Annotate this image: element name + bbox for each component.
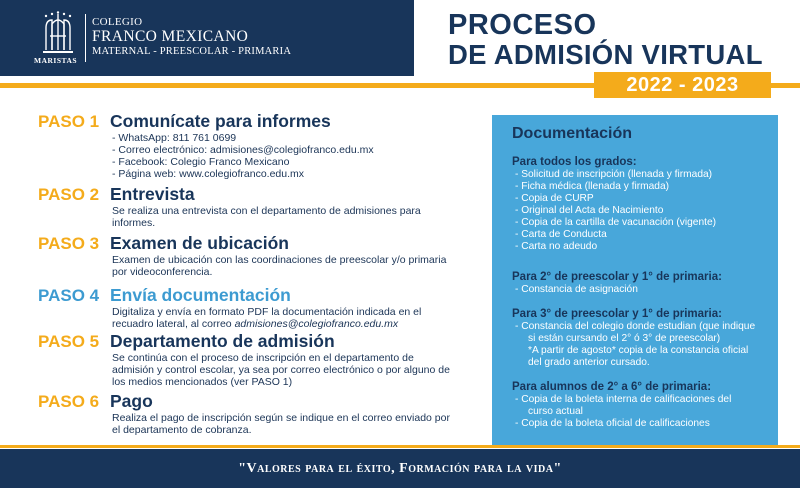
doc-item: - Copia de la boleta interna de calificaciones del curso actual bbox=[515, 394, 732, 417]
doc-item: - Original del Acta de Nacimiento bbox=[515, 205, 664, 216]
step-body bbox=[112, 205, 457, 229]
school-levels: MATERNAL - PREESCOLAR - PRIMARIA bbox=[92, 46, 292, 57]
step-text: Digitaliza y envía en formato PDF la documentación indicada en el recuadro lateral, al correo admisiones@colegiofranco.edu.mx bbox=[112, 306, 422, 330]
step-5 bbox=[38, 330, 468, 388]
logo-divider bbox=[85, 14, 86, 62]
step-1 bbox=[38, 110, 468, 180]
step-4 bbox=[38, 284, 468, 330]
step-body bbox=[112, 352, 452, 388]
doc-section-2-preescolar bbox=[512, 271, 778, 296]
step-label: PASO 2 bbox=[38, 185, 100, 204]
doc-item: - Solicitud de inscripción (llenada y firmada) bbox=[515, 169, 713, 180]
footer-gold-divider bbox=[0, 445, 800, 448]
doc-section-3-preescolar bbox=[512, 308, 778, 369]
doc-item: - Ficha médica (llenada y firmada) bbox=[515, 181, 670, 192]
step-title: Envía documentación bbox=[110, 285, 291, 305]
school-name-line1: COLEGIO bbox=[92, 16, 143, 28]
contact-facebook: - Facebook: Colegio Franco Mexicano bbox=[112, 156, 290, 168]
doc-section-heading: Para 2° de preescolar y 1° de primaria: bbox=[512, 271, 722, 283]
step-title: Comunícate para informes bbox=[110, 111, 331, 131]
step-body bbox=[112, 254, 447, 278]
documentation-panel bbox=[492, 115, 778, 445]
step-text: Realiza el pago de inscripción según se indique en el correo enviado por el departamento de cobranza. bbox=[112, 412, 450, 436]
doc-item: - Copia de la boleta oficial de calificaciones bbox=[515, 418, 710, 429]
doc-item: - Carta no adeudo bbox=[515, 241, 598, 252]
doc-section-all-grades bbox=[512, 156, 778, 253]
doc-section-heading: Para todos los grados: bbox=[512, 156, 637, 168]
contact-email: - Correo electrónico: admisiones@colegiofranco.edu.mx bbox=[112, 144, 374, 156]
email-link[interactable]: admisiones@colegiofranco.edu.mx bbox=[234, 318, 399, 330]
step-title: Examen de ubicación bbox=[110, 233, 289, 253]
doc-item: - Constancia del colegio donde estudian (que indique si están cursando el 2° ó 3° de preescolar) bbox=[515, 321, 756, 344]
step-label: PASO 1 bbox=[38, 112, 100, 131]
step-label: PASO 6 bbox=[38, 392, 100, 411]
doc-section-heading: Para 3° de preescolar y 1° de primaria: bbox=[512, 308, 722, 320]
step-body bbox=[112, 412, 457, 436]
doc-section-heading: Para alumnos de 2° a 6° de primaria: bbox=[512, 381, 712, 393]
doc-item: - Carta de Conducta bbox=[515, 229, 607, 240]
step-body bbox=[112, 132, 468, 180]
step-2 bbox=[38, 183, 468, 229]
doc-item: - Constancia de asignación bbox=[515, 284, 638, 295]
page-title-line2: DE ADMISIÓN VIRTUAL bbox=[448, 39, 763, 70]
step-label: PASO 4 bbox=[38, 286, 100, 305]
school-logo-block bbox=[0, 0, 414, 76]
step-6 bbox=[38, 390, 468, 436]
doc-note: *A partir de agosto* copia de la constancia oficial del grado anterior cursado. bbox=[528, 345, 749, 368]
doc-item: - Copia de CURP bbox=[515, 193, 594, 204]
step-label: PASO 5 bbox=[38, 332, 100, 351]
step-3 bbox=[38, 232, 468, 278]
contact-website: - Página web: www.colegiofranco.edu.mx bbox=[112, 168, 305, 180]
page-title-line1: PROCESO bbox=[448, 9, 597, 41]
crest-label: MARISTAS bbox=[34, 56, 78, 65]
step-text: Se continúa con el proceso de inscripción en el departamento de admisión y control escolar, ya sea por correo electrónico o por alguno de los medios mencionados (ver PASO 1) bbox=[112, 352, 450, 388]
step-title: Pago bbox=[110, 391, 153, 411]
step-title: Entrevista bbox=[110, 184, 195, 204]
step-title: Departamento de admisión bbox=[110, 331, 335, 351]
school-year-badge: 2022 - 2023 bbox=[594, 72, 771, 98]
documentation-title: Documentación bbox=[512, 125, 633, 142]
doc-section-primaria bbox=[512, 381, 778, 430]
school-name-line2: FRANCO MEXICANO bbox=[92, 28, 249, 45]
step-label: PASO 3 bbox=[38, 234, 100, 253]
footer-bar bbox=[0, 449, 800, 488]
contact-whatsapp: - WhatsApp: 811 761 0699 bbox=[112, 132, 237, 144]
step-text: Examen de ubicación con las coordinaciones de preescolar y/o primaria por videoconferencia. bbox=[112, 254, 447, 278]
step-body bbox=[112, 306, 457, 330]
footer-slogan: "Valores para el éxito, Formación para la vida" bbox=[238, 461, 562, 476]
doc-item: - Copia de la cartilla de vacunación (vigente) bbox=[515, 217, 717, 228]
step-text: Se realiza una entrevista con el departamento de admisiones para informes. bbox=[112, 205, 421, 229]
